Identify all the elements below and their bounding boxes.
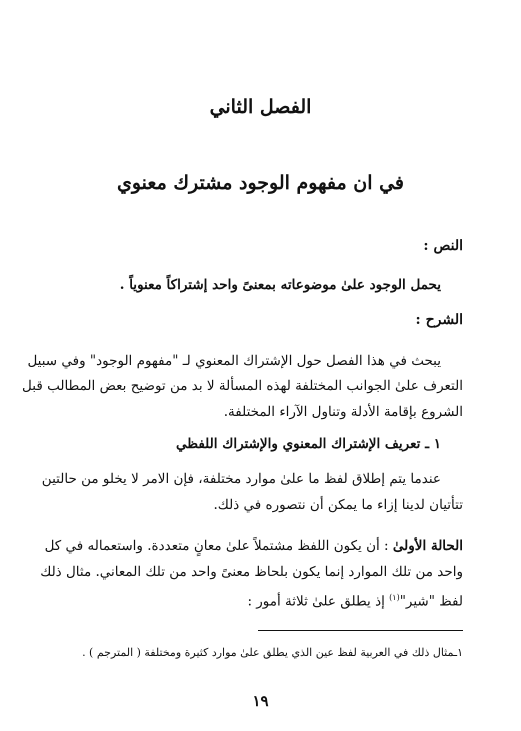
para3-lead: الحالة الأولىٰ: [392, 538, 463, 554]
commentary-label: الشرح :: [415, 312, 463, 328]
main-title: في ان مفهوم الوجود مشترك معنوي: [116, 172, 405, 194]
para1-line3: الشروع بإقامة الأدلة وتناول الآراء المختلفة.: [223, 404, 463, 420]
text-body: يحمل الوجود علىٰ موضوعاته بمعنىً واحد إشتراكاً معنوياً .: [119, 277, 441, 293]
para3-line3: [55, 589, 463, 611]
para1-line2: التعرف علىٰ الجوانب المختلفة لهذه المسألة لا بد من توضيح بعض المطالب قبل: [22, 378, 463, 394]
page-number: ١٩: [252, 692, 269, 710]
footnote-divider: [258, 630, 463, 631]
footnote-ref: (١): [389, 593, 400, 602]
para2-line2: تتأتيان لدينا إزاء ما يمكن أن نتصوره في ذلك.: [213, 497, 463, 513]
para3-line2: واحد من تلك الموارد إنما يكون بلحاظ معنىً واحد من تلك المعاني. مثال ذلك: [40, 564, 463, 580]
chapter-title: الفصل الثاني: [209, 96, 312, 118]
para3-line1: [44, 537, 463, 555]
footnote: ١ـمثال ذلك في العربية لفظ عين الذي يطلق علىٰ موارد كثيرة ومختلفة ( المترجم ) .: [82, 646, 463, 659]
section-heading: ١ ـ تعريف الإشتراك المعنوي والإشتراك اللفظي: [176, 436, 441, 452]
text-label: النص :: [423, 238, 463, 254]
para3-line1-rest: : أن يكون اللفظ مشتملاً علىٰ معانٍ متعددة. واستعماله في كل: [44, 538, 389, 554]
para2-line1: عندما يتم إطلاق لفظ ما علىٰ موارد مختلفة، فإن الامر لا يخلو من حالتين: [41, 471, 441, 487]
para3-line3-a: لفظ "شير": [399, 593, 463, 610]
para3-line3-b: إذ يطلق علىٰ ثلاثة أمور :: [247, 593, 390, 610]
para1-line1: يبحث في هذا الفصل حول الإشتراك المعنوي لـ "مفهوم الوجود" وفي سبيل: [27, 353, 441, 369]
